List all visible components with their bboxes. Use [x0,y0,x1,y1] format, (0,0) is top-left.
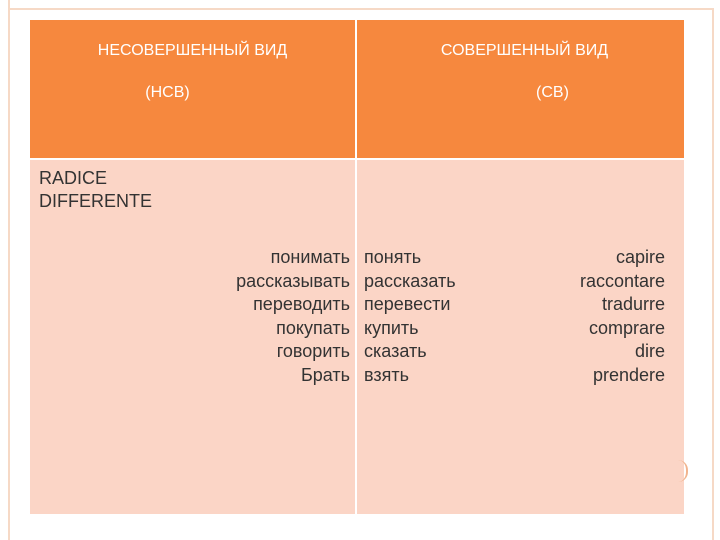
perfective-verb: понять [364,247,422,267]
perfective-verb: купить [364,317,419,338]
category-label-line: DIFFERENTE [39,191,153,211]
italian-verb: dire [634,341,665,361]
italian-verb: comprare [588,317,665,338]
category-label [39,167,152,213]
header-perfective-title: СОВЕРШЕННЫЙ ВИД [440,42,609,59]
italian-verb: prendere [592,364,665,385]
header-imperfective [30,20,355,158]
imperfective-verb: говорить [276,341,350,361]
slide-frame-left [8,0,10,540]
perfective-verbs [364,246,456,387]
slide-frame-top [8,8,713,10]
aspect-table [30,20,684,514]
imperfective-verb: рассказывать [236,270,350,291]
perfective-verb: перевести [364,294,451,314]
imperfective-verb: Брать [300,364,350,385]
imperfective-verb: понимать [270,247,350,267]
column-divider [355,20,357,514]
imperfective-verb: переводить [253,294,350,314]
row-divider [30,158,684,160]
imperfective-verb: покупать [276,317,350,338]
decorative-bracket [678,460,688,482]
italian-verb: raccontare [579,270,665,291]
header-imperfective-abbr: (НСВ) [145,84,190,101]
italian-translations [580,246,665,387]
header-perfective [357,20,684,158]
perfective-verb: взять [364,364,409,385]
perfective-verb: рассказать [364,270,456,291]
header-imperfective-title: НЕСОВЕРШЕННЫЙ ВИД [97,42,288,59]
header-perfective-abbr: (СВ) [536,84,569,101]
category-label-line: RADICE [39,168,108,188]
imperfective-verbs [236,246,350,387]
perfective-verb: сказать [364,341,427,361]
italian-verb: capire [615,247,665,267]
italian-verb: tradurre [601,294,665,314]
